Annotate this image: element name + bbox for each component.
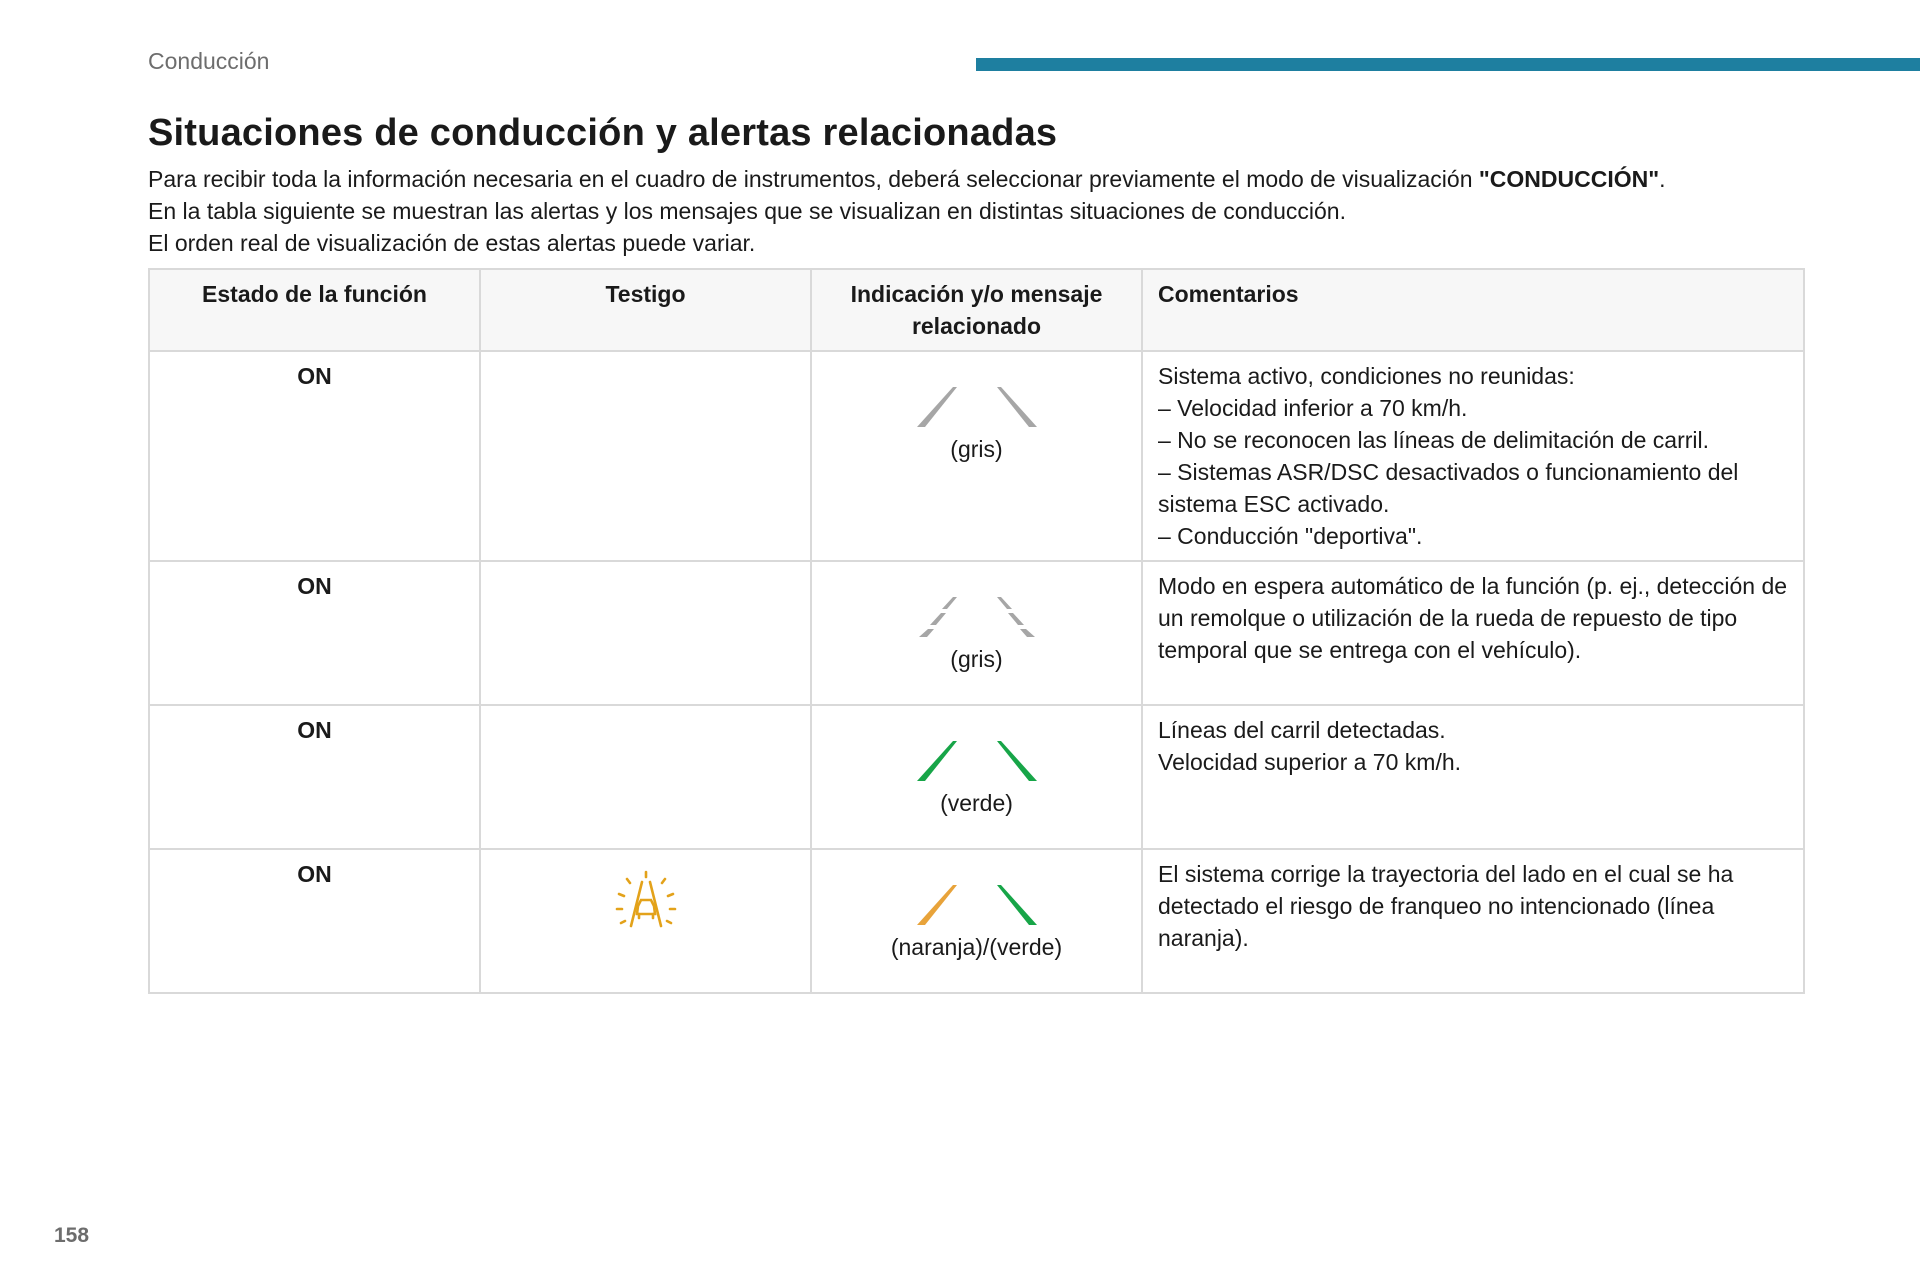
lane-keep-assist-warning-icon (613, 868, 679, 934)
indication-caption: (verde) (940, 790, 1013, 816)
page-title: Situaciones de conducción y alertas relacionadas (148, 112, 1058, 154)
page-number: 158 (54, 1224, 90, 1247)
table-row (149, 705, 1804, 849)
intro-text (148, 163, 1788, 259)
section-label: Conducción (148, 48, 270, 74)
header-indication: Indicación y/o mensaje relacionado (811, 269, 1142, 351)
table-row (149, 849, 1804, 993)
header-testigo: Testigo (480, 269, 811, 351)
lane-lines-grey-icon (917, 385, 1037, 429)
testigo-cell-empty (480, 351, 811, 561)
intro-line-3: El orden real de visualización de estas alertas puede variar. (148, 230, 756, 256)
header-comments: Comentarios (1142, 269, 1804, 351)
indication-cell (811, 561, 1142, 705)
alerts-table (148, 268, 1805, 994)
lane-lines-dashed-grey-icon (917, 595, 1037, 639)
indication-cell (811, 705, 1142, 849)
intro-line-2: En la tabla siguiente se muestran las alertas y los mensajes que se visualizan en distintas situaciones de conducción. (148, 198, 1346, 224)
state-cell: ON (149, 849, 480, 993)
comment-cell: El sistema corrige la trayectoria del lado en el cual se ha detectado el riesgo de franqueo no intencionado (línea naranja). (1142, 849, 1804, 993)
indication-caption: (gris) (950, 646, 1003, 672)
comment-cell: Líneas del carril detectadas. Velocidad superior a 70 km/h. (1142, 705, 1804, 849)
comment-cell: Sistema activo, condiciones no reunidas: – Velocidad inferior a 70 km/h. – No se reconocen las líneas de delimitación de carril. – Sistemas ASR/DSC desactivados o funcionamiento del sistema ESC activado. – Conducción "deportiva". (1142, 351, 1804, 561)
lane-lines-green-icon (917, 739, 1037, 783)
header-state: Estado de la función (149, 269, 480, 351)
lane-lines-orange-green-icon (917, 883, 1037, 927)
state-cell: ON (149, 705, 480, 849)
state-cell: ON (149, 351, 480, 561)
table-row (149, 351, 1804, 561)
indication-cell (811, 351, 1142, 561)
table-row (149, 561, 1804, 705)
testigo-cell (480, 849, 811, 993)
comment-cell: Modo en espera automático de la función (p. ej., detección de un remolque o utilización de la rueda de repuesto de tipo temporal que se entrega con el vehículo). (1142, 561, 1804, 705)
display-mode-name: "CONDUCCIÓN" (1478, 166, 1660, 192)
table-header-row (149, 269, 1804, 351)
state-cell: ON (149, 561, 480, 705)
intro-line-1: Para recibir toda la información necesaria en el cuadro de instrumentos, deberá seleccionar previamente el modo de visualización "CONDUCCIÓN". (148, 166, 1666, 192)
testigo-cell-empty (480, 561, 811, 705)
indication-cell (811, 849, 1142, 993)
testigo-cell-empty (480, 705, 811, 849)
indication-caption: (naranja)/(verde) (890, 934, 1063, 960)
indication-caption: (gris) (950, 436, 1003, 462)
section-color-bar (976, 58, 1920, 71)
